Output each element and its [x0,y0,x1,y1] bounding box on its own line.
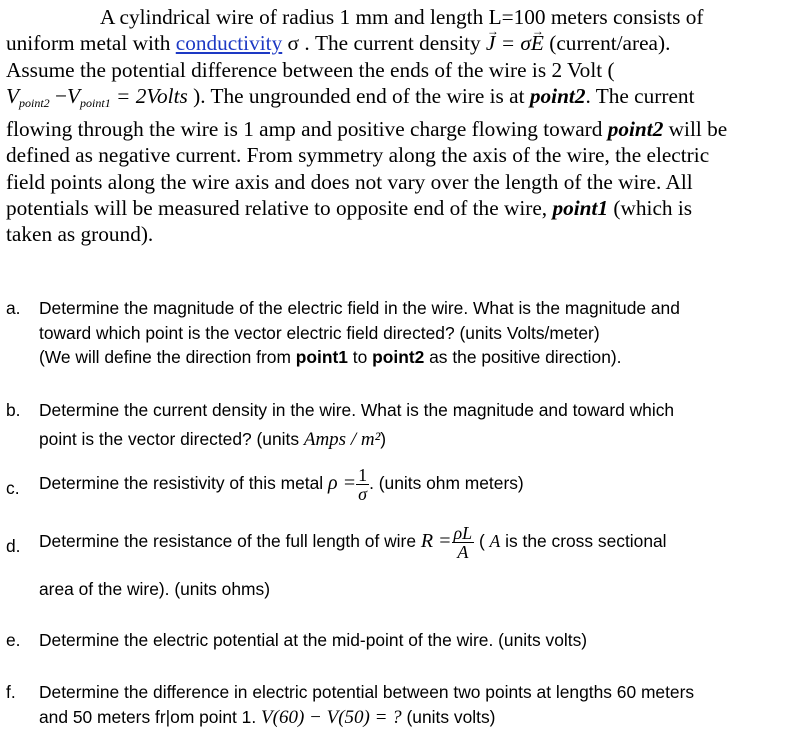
intro-line [6,116,782,142]
intro-text: flowing through the wire is 1 amp and positive charge flowing toward [6,117,608,142]
question-b [6,398,790,452]
intro-line [6,142,782,168]
question-text: toward which point is the vector electric field directed? (units Volts/meter) [39,322,600,343]
intro-text: will be [663,117,728,142]
intro-line [6,169,782,195]
point2-label: point2 [529,83,586,108]
question-c [6,466,790,503]
intro-text: (current/area). [543,31,671,56]
question-letter: f. [6,682,16,702]
question-a [6,296,790,370]
numerator: ρL [453,523,473,543]
intro-line [6,30,782,56]
question-text: (We will define the direction from [39,347,296,367]
question-text: Determine the resistivity of this metal [39,473,328,494]
resistivity-symbol: ρ = [327,472,357,495]
intro-text: potentials will be measured relative to opposite end of the wire, [6,196,553,221]
denominator: A [457,542,469,562]
problem-intro [6,4,782,248]
intro-text: σ . The current density [282,31,486,56]
intro-text: field points along the wire axis and does not vary over the length of the wire. All [6,169,693,194]
question-letter: a. [6,298,21,318]
question-d [6,524,790,602]
question-text [39,466,790,503]
point1-label: point1 [552,196,609,221]
intro-text: ). The ungrounded end of the wire is at [187,83,530,108]
question-text: (units volts) [401,706,496,727]
equation-text: = σ [495,31,531,56]
numerator: 1 [358,465,368,485]
question-letter: c. [6,478,20,498]
question-e [6,628,790,653]
conductivity-link[interactable]: conductivity [175,31,283,56]
question-letter: e. [6,630,21,650]
question-text [39,427,790,453]
intro-line [6,4,782,30]
question-text: Determine the magnitude of the electric field in the wire. What is the magnitude and [39,298,680,318]
question-text: and 50 meters fr|om point 1. [39,706,262,727]
question-text: point is the vector directed? (units [39,428,304,449]
question-text: ) [380,428,387,449]
question-text: area of the wire). (units ohms) [39,579,270,599]
resistance-symbol: R = [420,530,452,553]
question-text: Determine the electric potential at the mid-point of the wire. (units volts) [39,630,588,650]
equation-text: = 2Volts [110,83,188,108]
question-text: Determine the difference in electric potential between two points at lengths 60 meters [39,682,695,702]
question-text [39,345,790,370]
intro-text: (which is [608,196,693,221]
denominator: σ [358,484,368,504]
intro-text: taken as ground). [6,222,154,247]
equation-text: V(60) − V(50) = ? [261,706,402,728]
question-text: is the cross sectional [500,531,667,552]
question-text: . (units ohm meters) [369,473,524,494]
question-text [39,524,790,561]
electric-field-symbol: → E [531,30,544,56]
current-density-symbol: → J [486,30,495,56]
intro-line [6,57,782,83]
equation-text: − [49,83,68,108]
intro-text: defined as negative current. From symmetry along the axis of the wire, the electric [6,143,710,168]
area-symbol: A [489,531,501,552]
units-expression: Amps / m² [303,428,381,450]
potential-symbol: V [6,83,20,108]
intro-text: . The current [585,83,695,108]
fraction [452,524,475,561]
point1-label: point1 [295,347,348,367]
question-letter: d. [6,536,21,556]
question-letter: b. [6,400,21,420]
intro-text: Assume the potential difference between the ends of the wire is 2 Volt ( [6,57,615,82]
question-f [6,680,790,730]
question-text: Determine the current density in the wire. What is the magnitude and toward which [39,400,675,420]
fraction [356,466,369,503]
subscript: point2 [19,95,50,110]
intro-line [6,221,782,247]
question-text: ( [474,531,490,552]
intro-line [6,195,782,221]
question-text: to [347,347,373,367]
intro-line [6,83,782,116]
intro-text: uniform metal with [6,31,176,56]
point2-label: point2 [607,117,664,142]
point2-label: point2 [372,347,425,367]
subscript: point1 [80,95,111,110]
intro-text: A cylindrical wire of radius 1 mm and length L=100 meters consists of [100,5,704,29]
question-text [39,705,790,731]
potential-symbol: V [67,83,81,108]
question-text: Determine the resistance of the full length of wire [39,531,421,552]
question-text: as the positive direction). [424,347,622,367]
